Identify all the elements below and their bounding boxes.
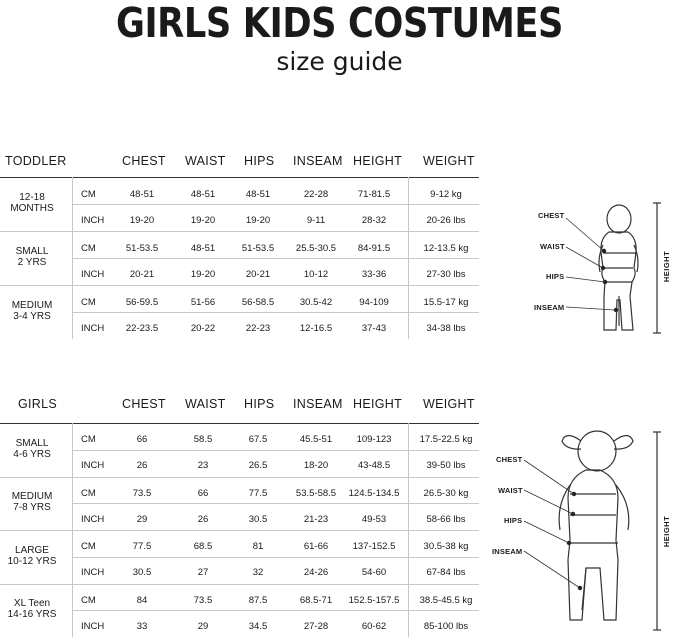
table-cell: 29 xyxy=(197,620,209,632)
row-divider xyxy=(72,610,479,611)
table-cell: 19-20 xyxy=(245,215,271,226)
table-cell: 66 xyxy=(136,434,148,445)
table-cell: 24-26 xyxy=(303,567,329,578)
table-cell: 19-20 xyxy=(190,215,216,226)
table-cell: 48-51 xyxy=(190,189,216,200)
table-cell: 71-81.5 xyxy=(357,189,391,200)
table-cell: 77.5 xyxy=(248,487,268,499)
row-divider xyxy=(72,557,479,558)
toddler-chest-label: CHEST xyxy=(538,211,565,220)
table-cell: 51-53.5 xyxy=(125,243,159,254)
column-header-hips: HIPS xyxy=(244,154,275,168)
table-cell: 94-109 xyxy=(359,297,389,308)
toddler-height-label: HEIGHT xyxy=(662,250,672,283)
table-cell: 152.5-157.5 xyxy=(348,594,400,606)
table-cell: 61-66 xyxy=(303,541,329,552)
toddler-hips-label: HIPS xyxy=(546,272,565,281)
row-divider xyxy=(72,450,479,451)
table-cell: 15.5-17 kg xyxy=(423,297,469,308)
table-cell: 26.5 xyxy=(248,460,268,471)
girls-heading: GIRLS xyxy=(18,397,58,411)
table-cell: 51-53.5 xyxy=(241,243,275,254)
row-divider xyxy=(72,258,479,259)
table-cell: 34-38 lbs xyxy=(426,323,466,334)
table-cell: 32 xyxy=(252,567,264,578)
table-cell: 51-56 xyxy=(190,297,216,308)
table-cell: 67.5 xyxy=(248,434,268,445)
table-cell: 26 xyxy=(136,460,148,471)
column-divider xyxy=(408,177,409,339)
row-divider xyxy=(72,312,479,313)
column-header-inseam: INSEAM xyxy=(293,397,343,411)
girls-group-label: LARGE xyxy=(15,544,49,556)
table-cell: 87.5 xyxy=(248,594,268,606)
table-cell: 37-43 xyxy=(361,323,387,334)
table-cell: 17.5-22.5 kg xyxy=(419,434,473,445)
table-cell: 58.5 xyxy=(193,434,213,445)
table-cell: 27-30 lbs xyxy=(426,269,466,280)
table-cell: 66 xyxy=(197,487,209,499)
toddler-inseam-label: INSEAM xyxy=(534,303,565,312)
table-cell: 124.5-134.5 xyxy=(348,487,400,499)
column-divider xyxy=(72,177,73,339)
unit-label: CM xyxy=(81,189,96,200)
column-header-weight: WEIGHT xyxy=(423,397,475,411)
toddler-group-label: 12-18 xyxy=(19,192,45,203)
table-cell: 26 xyxy=(197,513,209,525)
girl-waist-label: WAIST xyxy=(498,486,523,495)
table-cell: 10-12 xyxy=(303,269,329,280)
table-cell: 22-23 xyxy=(245,323,271,334)
girls-group-label: XL Teen xyxy=(13,598,51,610)
girls-group-sublabel: 7-8 YRS xyxy=(13,502,51,514)
table-cell: 9-11 xyxy=(306,215,326,226)
table-cell: 27 xyxy=(197,567,209,578)
table-cell: 29 xyxy=(136,513,148,525)
unit-label: CM xyxy=(81,541,96,552)
table-cell: 12-16.5 xyxy=(299,323,333,334)
column-header-height: HEIGHT xyxy=(353,154,403,168)
table-cell: 85-100 lbs xyxy=(423,620,469,632)
unit-label: CM xyxy=(81,434,96,445)
column-header-chest: CHEST xyxy=(122,154,166,168)
girl-inseam-label: INSEAM xyxy=(492,547,523,556)
table-cell: 20-21 xyxy=(245,269,271,280)
unit-label: CM xyxy=(81,594,96,606)
table-cell: 12-13.5 kg xyxy=(423,243,469,254)
table-cell: 73.5 xyxy=(132,487,152,499)
column-header-chest: CHEST xyxy=(122,397,166,411)
unit-label: INCH xyxy=(81,269,105,280)
unit-label: INCH xyxy=(81,620,105,632)
table-cell: 19-20 xyxy=(129,215,155,226)
table-cell: 48-51 xyxy=(129,189,155,200)
table-cell: 20-21 xyxy=(129,269,155,280)
table-cell: 30.5 xyxy=(132,567,152,578)
unit-label: INCH xyxy=(81,460,105,471)
table-cell: 22-23.5 xyxy=(125,323,159,334)
row-divider xyxy=(72,503,479,504)
table-cell: 33 xyxy=(136,620,148,632)
table-cell: 22-28 xyxy=(303,189,329,200)
table-cell: 68.5-71 xyxy=(299,594,333,606)
table-cell: 30.5-42 xyxy=(299,297,333,308)
column-header-hips: HIPS xyxy=(244,397,275,411)
table-cell: 27-28 xyxy=(303,620,329,632)
column-divider xyxy=(72,423,73,637)
column-header-height: HEIGHT xyxy=(353,397,403,411)
table-cell: 38.5-45.5 kg xyxy=(419,594,473,606)
table-cell: 53.5-58.5 xyxy=(295,487,337,499)
table-cell: 137-152.5 xyxy=(352,541,396,552)
table-cell: 68.5 xyxy=(193,541,213,552)
unit-label: CM xyxy=(81,487,96,499)
table-cell: 54-60 xyxy=(361,567,387,578)
table-cell: 30.5-38 kg xyxy=(423,541,469,552)
table-cell: 9-12 kg xyxy=(430,189,462,200)
girl-chest-label: CHEST xyxy=(496,455,523,464)
table-cell: 28-32 xyxy=(361,215,387,226)
table-cell: 45.5-51 xyxy=(299,434,333,445)
page-title: GIRLS KIDS COSTUMES xyxy=(115,0,564,47)
table-cell: 73.5 xyxy=(193,594,213,606)
table-cell: 84-91.5 xyxy=(357,243,391,254)
unit-label: INCH xyxy=(81,215,105,226)
girls-group-sublabel: 4-6 YRS xyxy=(13,448,51,460)
table-cell: 48-51 xyxy=(190,243,216,254)
table-cell: 56-58.5 xyxy=(241,297,275,308)
table-cell: 43-48.5 xyxy=(357,460,391,471)
table-cell: 25.5-30.5 xyxy=(295,243,337,254)
table-cell: 60-62 xyxy=(361,620,387,632)
table-cell: 30.5 xyxy=(248,513,268,525)
unit-label: INCH xyxy=(81,513,105,525)
page-subtitle: size guide xyxy=(276,47,403,76)
table-cell: 67-84 lbs xyxy=(426,567,466,578)
table-cell: 18-20 xyxy=(303,460,329,471)
unit-label: CM xyxy=(81,243,96,254)
column-header-waist: WAIST xyxy=(185,154,226,168)
table-cell: 48-51 xyxy=(245,189,271,200)
column-header-waist: WAIST xyxy=(185,397,226,411)
table-cell: 20-22 xyxy=(190,323,216,334)
toddler-group-label: MEDIUM xyxy=(11,300,53,311)
table-cell: 84 xyxy=(136,594,148,606)
table-cell: 20-26 lbs xyxy=(426,215,466,226)
table-cell: 34.5 xyxy=(248,620,268,632)
table-cell: 49-53 xyxy=(361,513,387,525)
toddler-group-label: SMALL xyxy=(15,246,49,257)
toddler-waist-label: WAIST xyxy=(540,242,565,251)
table-cell: 19-20 xyxy=(190,269,216,280)
toddler-group-sublabel: MONTHS xyxy=(10,203,54,214)
table-cell: 56-59.5 xyxy=(125,297,159,308)
unit-label: INCH xyxy=(81,323,105,334)
table-cell: 23 xyxy=(197,460,209,471)
girls-group-label: MEDIUM xyxy=(11,491,53,503)
column-header-weight: WEIGHT xyxy=(423,154,475,168)
girl-hips-label: HIPS xyxy=(504,516,523,525)
toddler-group-sublabel: 2 YRS xyxy=(17,257,47,268)
table-cell: 26.5-30 kg xyxy=(423,487,469,499)
table-cell: 81 xyxy=(252,541,264,552)
column-header-inseam: INSEAM xyxy=(293,154,343,168)
table-cell: 58-66 lbs xyxy=(426,513,466,525)
girl-height-label: HEIGHT xyxy=(662,515,672,548)
table-cell: 33-36 xyxy=(361,269,387,280)
girls-group-sublabel: 10-12 YRS xyxy=(7,555,57,567)
unit-label: INCH xyxy=(81,567,105,578)
girls-group-label: SMALL xyxy=(15,437,49,449)
table-cell: 109-123 xyxy=(356,434,392,445)
unit-label: CM xyxy=(81,297,96,308)
girls-group-sublabel: 14-16 YRS xyxy=(7,609,57,621)
table-cell: 21-23 xyxy=(303,513,329,525)
table-cell: 77.5 xyxy=(132,541,152,552)
toddler-group-sublabel: 3-4 YRS xyxy=(13,311,51,322)
table-cell: 39-50 lbs xyxy=(426,460,466,471)
row-divider xyxy=(72,204,479,205)
toddler-heading: TODDLER xyxy=(5,154,67,168)
column-divider xyxy=(408,423,409,637)
